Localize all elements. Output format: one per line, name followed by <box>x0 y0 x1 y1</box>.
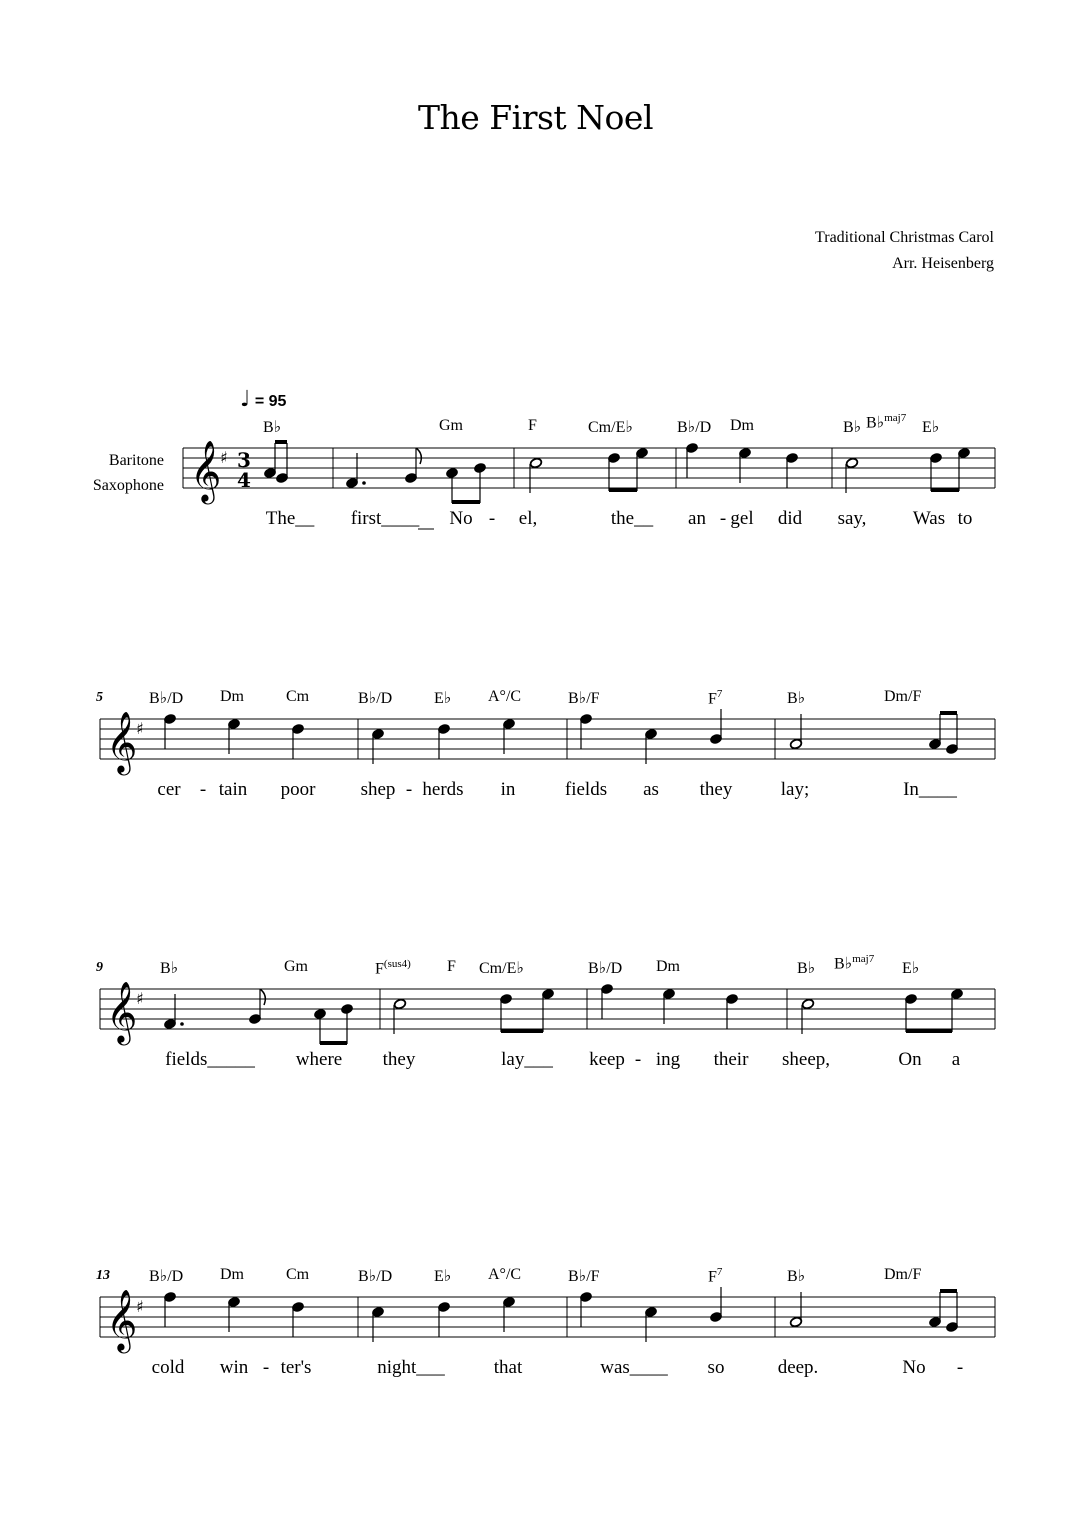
lyric-hyphen: - <box>405 779 413 800</box>
key-signature-sharp-icon: ♯ <box>136 719 144 738</box>
measure-number: 9 <box>96 960 103 975</box>
note <box>313 1008 326 1044</box>
chord-symbol: B♭/D <box>149 1268 184 1285</box>
note <box>340 1003 353 1044</box>
tempo-value: = 95 <box>250 393 287 410</box>
lyric-syllable: to <box>957 508 973 529</box>
note <box>579 713 592 749</box>
lyric-syllable: first____ <box>350 508 420 529</box>
chord-symbol: B♭ <box>843 419 862 436</box>
beam <box>906 1029 952 1033</box>
lyric-hyphen: - <box>719 508 727 529</box>
lyric-hyphen: - <box>488 508 496 529</box>
chord-symbol: E♭ <box>902 960 920 977</box>
composer-credit: Traditional Christmas Carol <box>815 229 994 246</box>
key-signature-sharp-icon: ♯ <box>136 1297 144 1316</box>
note <box>437 723 450 759</box>
chord-symbol: F <box>447 958 456 975</box>
chord-symbol: A°/C <box>488 1266 522 1283</box>
lyric-hyphen: - <box>956 1357 964 1378</box>
note <box>275 443 288 484</box>
lyric-syllable: shep <box>360 779 396 800</box>
chord-symbol: A°/C <box>488 688 522 705</box>
lyric-syllable: their <box>713 1049 749 1070</box>
lyric-syllable: so <box>707 1357 725 1378</box>
chord-symbol: F <box>528 417 537 434</box>
measure-number: 5 <box>96 690 103 705</box>
note <box>945 714 958 755</box>
chord-symbol: Dm <box>220 1266 244 1283</box>
chord-symbol: B♭/D <box>149 690 184 707</box>
lyric-syllable: say, <box>837 508 867 529</box>
note <box>950 988 963 1032</box>
staff-system-2 <box>100 709 995 775</box>
note <box>709 709 722 745</box>
note <box>904 993 917 1032</box>
chord-extension: (sus4) <box>383 958 411 970</box>
chord-symbol: Gm <box>439 417 463 434</box>
note <box>600 983 613 1019</box>
lyric-syllable: On <box>898 1049 922 1070</box>
note <box>579 1291 592 1327</box>
lyric-syllable: ing <box>655 1049 681 1070</box>
lyric-syllable: gel <box>730 508 754 529</box>
chord-symbol: B♭ <box>160 960 179 977</box>
staff-system-3 <box>100 982 995 1045</box>
lyric-syllable: el, <box>518 508 538 529</box>
lyric-syllable: deep. <box>777 1357 819 1378</box>
time-signature-bottom: 4 <box>237 468 251 492</box>
chord-symbol: B♭ <box>797 960 816 977</box>
lyric-hyphen: - <box>262 1357 270 1378</box>
chord-symbol: Dm <box>730 417 754 434</box>
chord-symbol: Dm/F <box>884 1266 922 1283</box>
chord-symbol: Gm <box>284 958 308 975</box>
lyric-syllable: as <box>643 779 659 800</box>
note <box>709 1287 722 1323</box>
chord-extension: 7 <box>716 688 723 700</box>
chord-symbol: B♭$^{maj7}$ <box>866 412 907 432</box>
note <box>929 452 942 491</box>
key-signature-sharp-icon: ♯ <box>220 448 228 467</box>
beam <box>501 1029 543 1033</box>
chord-symbol: Dm <box>220 688 244 705</box>
staff-system-4 <box>100 1287 995 1353</box>
beam <box>275 440 287 444</box>
lyric-syllable: that <box>493 1357 523 1378</box>
chord-symbol: E♭ <box>434 1268 452 1285</box>
beam <box>931 488 959 492</box>
note <box>437 1301 450 1337</box>
instrument-name-line1: Baritone <box>108 452 164 469</box>
note <box>445 467 458 503</box>
lyric-syllable: Was <box>912 508 946 529</box>
lyric-syllable: night___ <box>377 1357 445 1378</box>
lyric-syllable: an <box>688 508 706 529</box>
chord-symbol: B♭/F <box>568 690 600 707</box>
beam <box>609 488 637 492</box>
lyric-syllable: lay; <box>780 779 810 800</box>
arranger-credit: Arr. Heisenberg <box>892 255 994 272</box>
measure-number: 13 <box>96 1268 110 1283</box>
chord-symbol: $F^{(sus4)}$ <box>375 958 411 978</box>
chord-symbol: B♭/D <box>588 960 623 977</box>
lyric-syllable: was____ <box>600 1357 668 1378</box>
lyric-syllable: The__ <box>265 508 315 529</box>
chord-symbol: B♭$^{maj7}$ <box>834 953 875 973</box>
note <box>291 723 304 759</box>
lyric-syllable: the__ <box>610 508 654 529</box>
chord-symbol: B♭ <box>787 690 806 707</box>
chord-extension: 7 <box>716 1266 723 1278</box>
chord-extension: maj7 <box>884 412 907 424</box>
note <box>163 1291 176 1327</box>
beam <box>940 711 957 715</box>
staff-system-1 <box>183 440 995 529</box>
chord-symbol: Cm/E♭ <box>588 419 633 436</box>
instrument-name-line2: Saxophone <box>92 477 164 494</box>
chord-symbol: E♭ <box>922 419 940 436</box>
note <box>685 442 698 478</box>
key-signature-sharp-icon: ♯ <box>136 989 144 1008</box>
lyric-hyphen: - <box>199 779 207 800</box>
note <box>607 452 620 491</box>
lyric-syllable: cold <box>151 1357 185 1378</box>
chord-symbol: Dm/F <box>884 688 922 705</box>
lyric-syllable: keep <box>589 1049 625 1070</box>
chord-symbol: $F^7$ <box>708 688 723 708</box>
note <box>785 452 798 488</box>
lyric-syllable: they <box>699 779 733 800</box>
chord-symbol: B♭/D <box>358 1268 393 1285</box>
lyric-syllable: sheep, <box>781 1049 831 1070</box>
note <box>541 988 554 1032</box>
note <box>945 1292 958 1333</box>
chord-symbol: B♭/D <box>677 419 712 436</box>
lyric-syllable: fields <box>564 779 608 800</box>
treble-clef-icon: 𝄞 <box>106 712 138 773</box>
lyric-syllable: In____ <box>903 779 957 800</box>
lyric-syllable: they <box>382 1049 416 1070</box>
chord-symbol: B♭ <box>787 1268 806 1285</box>
note <box>957 447 970 491</box>
chord-extension: maj7 <box>852 953 875 965</box>
chord-symbol: Cm <box>286 688 310 705</box>
lyric-syllable: tain <box>218 779 248 800</box>
lyric-syllable: a <box>951 1049 961 1070</box>
beam <box>940 1289 957 1293</box>
score-title: The First Noel <box>417 98 654 137</box>
lyric-syllable: poor <box>280 779 316 800</box>
lyric-hyphen: - <box>634 1049 642 1070</box>
treble-clef-icon: 𝄞 <box>106 1290 138 1351</box>
beam <box>452 500 480 504</box>
chord-symbol: E♭ <box>434 690 452 707</box>
beam <box>320 1041 347 1045</box>
lyric-syllable: herds <box>422 779 464 800</box>
note <box>291 1301 304 1337</box>
note <box>163 713 176 749</box>
quarter-note-icon: ♩ <box>240 387 251 412</box>
note <box>473 462 486 503</box>
lyric-syllable: where <box>295 1049 343 1070</box>
lyric-syllable: in <box>500 779 516 800</box>
chord-symbol: B♭/F <box>568 1268 600 1285</box>
note <box>725 993 738 1029</box>
chord-symbol: B♭/D <box>358 690 393 707</box>
note <box>499 993 512 1032</box>
lyric-syllable: did <box>777 508 803 529</box>
lyric-syllable: win <box>219 1357 249 1378</box>
staff-lines <box>183 448 995 488</box>
treble-clef-icon: 𝄞 <box>190 441 222 502</box>
lyric-syllable: fields_____ <box>165 1049 255 1070</box>
chord-symbol: Cm/E♭ <box>479 960 524 977</box>
lyric-syllable: lay___ <box>501 1049 553 1070</box>
chord-symbol: Cm <box>286 1266 310 1283</box>
lyric-syllable: No <box>902 1357 926 1378</box>
chord-symbol: Dm <box>656 958 680 975</box>
lyric-syllable: ter's <box>280 1357 312 1378</box>
chord-symbol: B♭ <box>263 419 282 436</box>
chord-symbol: $F^7$ <box>708 1266 723 1286</box>
lyric-syllable: cer <box>157 779 181 800</box>
treble-clef-icon: 𝄞 <box>106 982 138 1043</box>
lyric-syllable: No <box>449 508 473 529</box>
time-signature-top: 3 <box>237 448 251 472</box>
note <box>635 447 648 491</box>
